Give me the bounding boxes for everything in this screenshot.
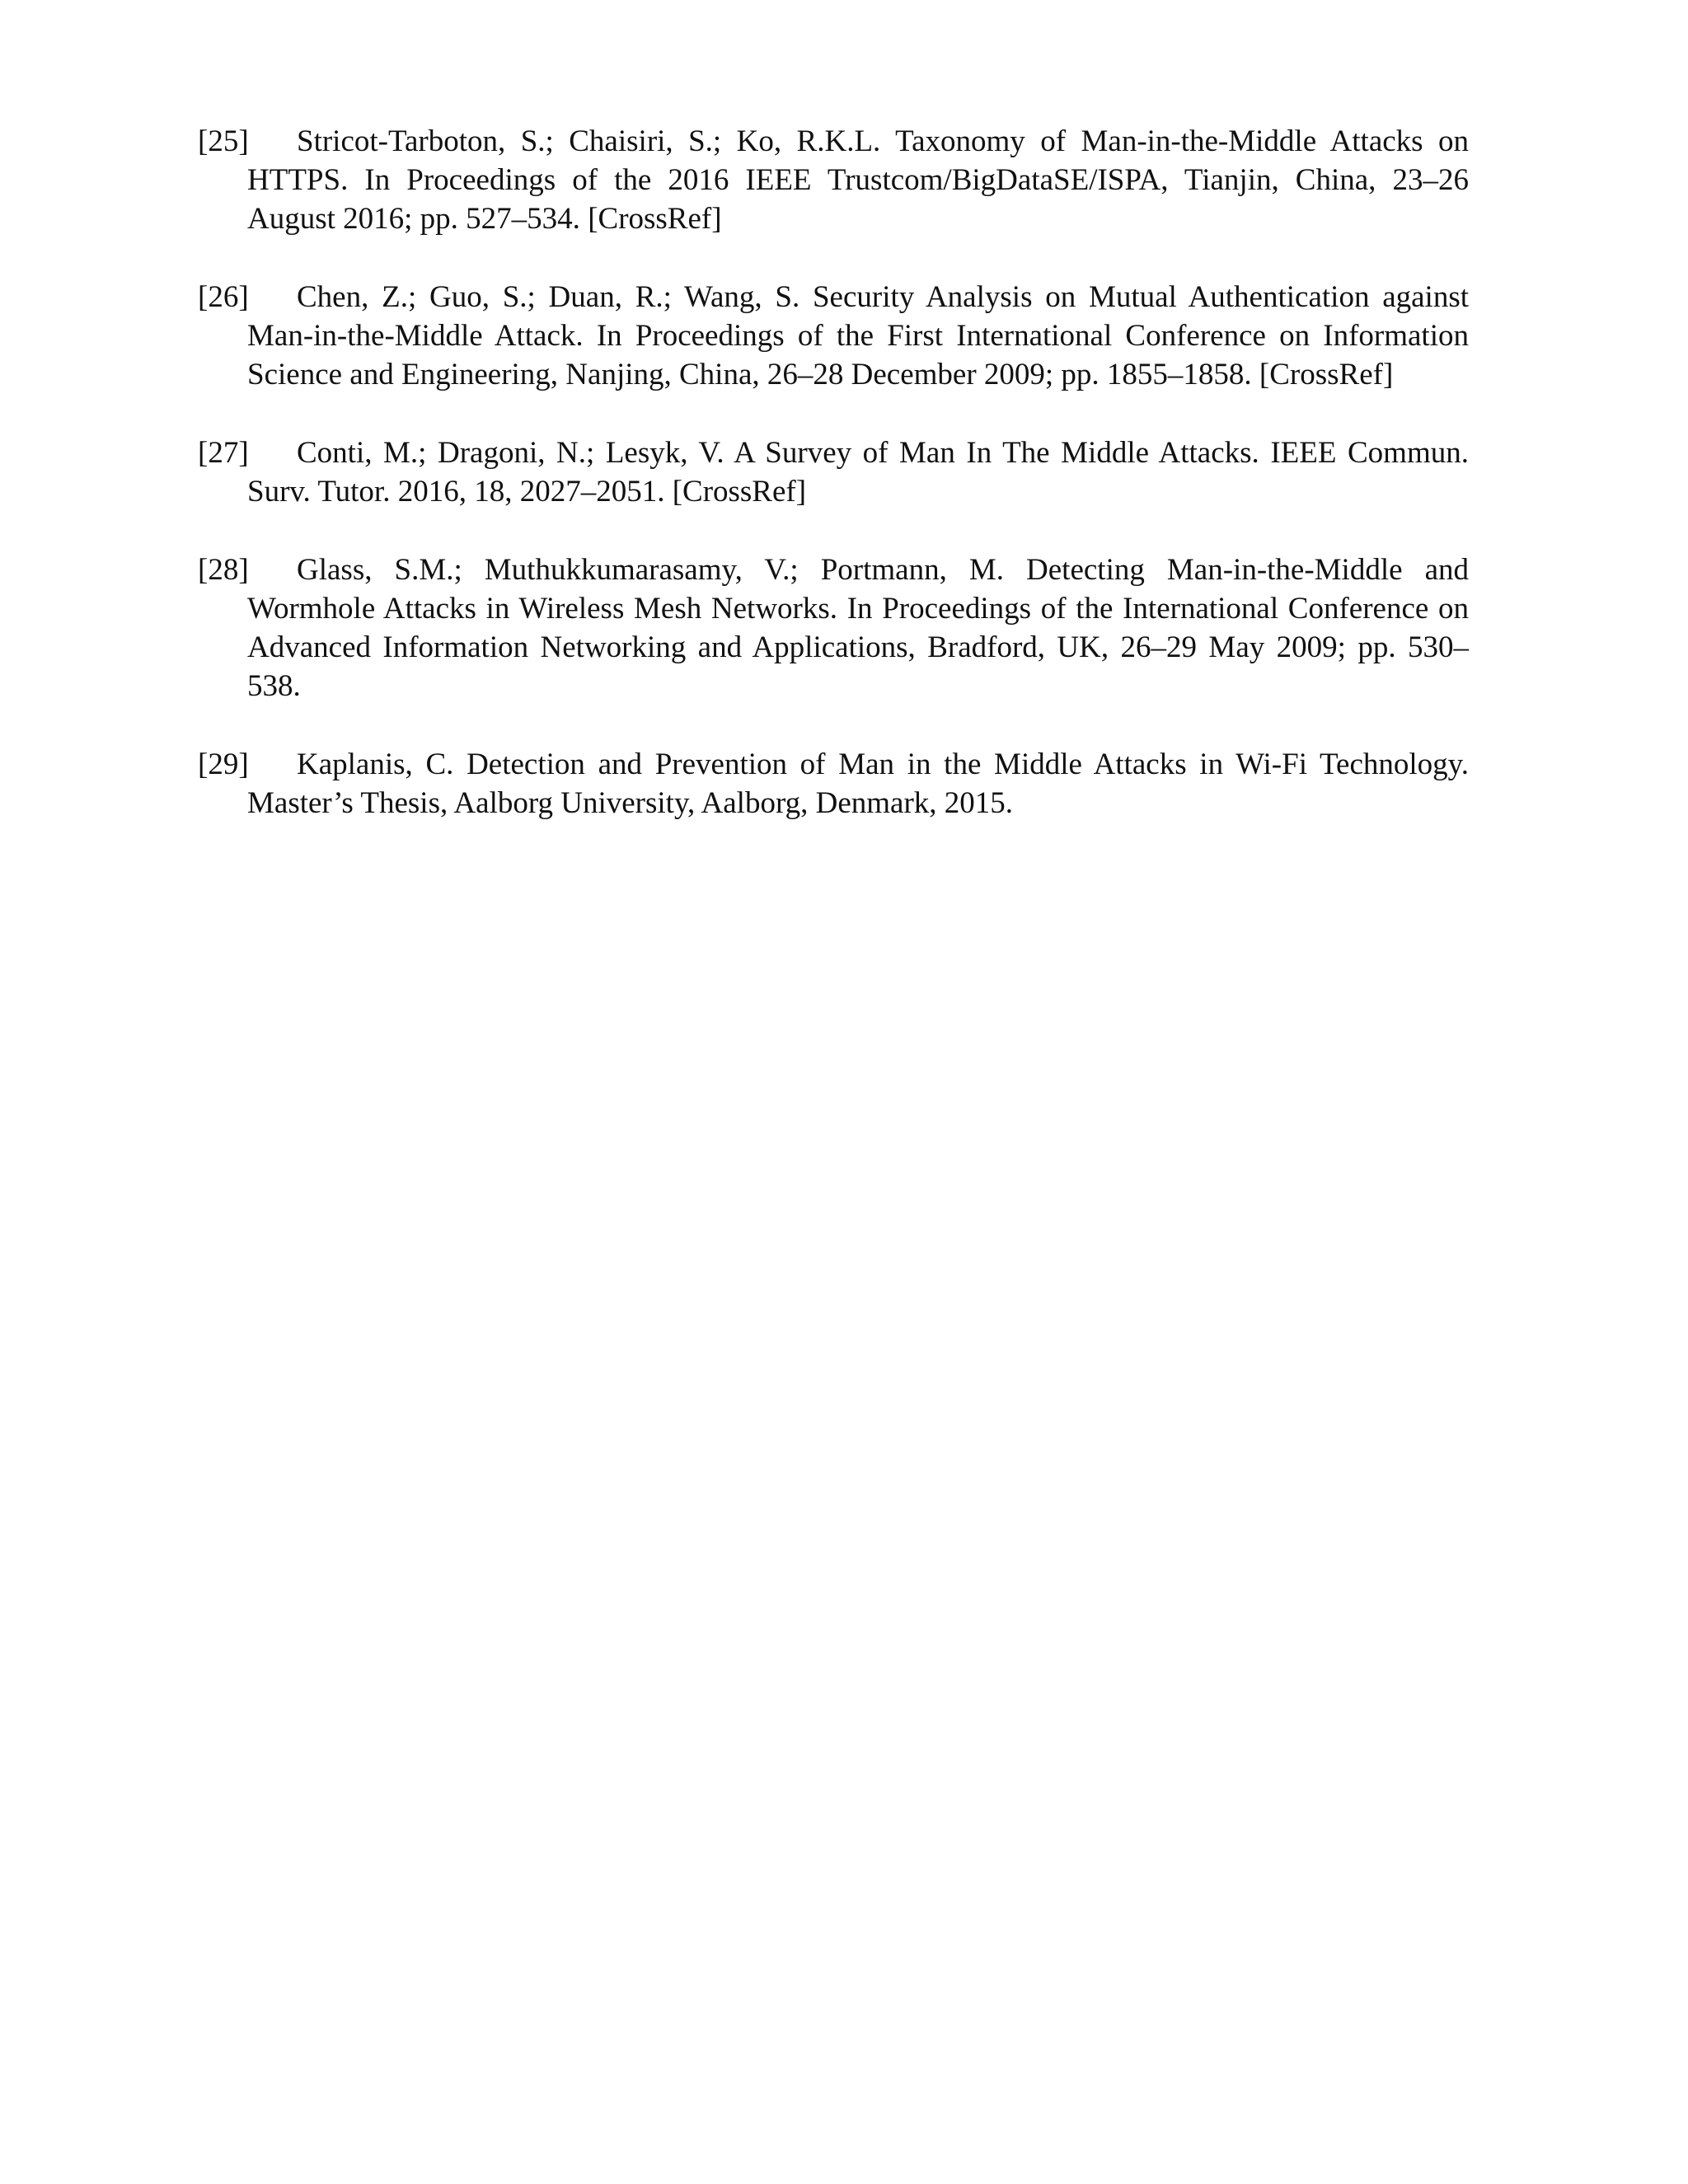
reference-number: [28] [198,553,249,587]
crossref-link[interactable]: [CrossRef] [588,202,722,236]
reference-item [198,434,1469,511]
reference-number: [27] [198,436,249,470]
reference-text: Kaplanis, C. Detection and Prevention of Man in the Middle Attacks in Wi-Fi Technology. Master’s Thesis, Aalborg University, Aalborg, Denmark, 2015. [247,748,1469,820]
reference-text: Conti, M.; Dragoni, N.; Lesyk, V. A Survey of Man In The Middle Attacks. IEEE Commun. Surv. Tutor. 2016, 18, 2027–2051. [247,436,1469,509]
reference-item [198,122,1469,238]
reference-list [198,122,1469,862]
crossref-link[interactable]: [CrossRef] [672,475,807,509]
reference-number: [25] [198,124,249,158]
reference-number: [29] [198,748,249,781]
reference-text: Glass, S.M.; Muthukkumarasamy, V.; Portmann, M. Detecting Man-in-the-Middle and Wormhole Attacks in Wireless Mesh Networks. In Proceedings of the International Conference on Advanced Information Networking and Applications, Bradford, UK, 26–29 May 2009; pp. 530–538. [247,553,1469,703]
reference-text: Chen, Z.; Guo, S.; Duan, R.; Wang, S. Security Analysis on Mutual Authentication against Man-in-the-Middle Attack. In Proceedings of the First International Conference on Information Science and Engineering, Nanjing, China, 26–28 December 2009; pp. 1855–1858. [247,280,1469,391]
reference-text: Stricot-Tarboton, S.; Chaisiri, S.; Ko, R.K.L. Taxonomy of Man-in-the-Middle Attacks on HTTPS. In Proceedings of the 2016 IEEE Trustcom/BigDataSE/ISPA, Tianjin, China, 23–26 August 2016; pp. 527–534. [247,124,1469,236]
reference-number: [26] [198,280,249,314]
reference-item [198,745,1469,823]
reference-item [198,551,1469,705]
crossref-link[interactable]: [CrossRef] [1259,358,1394,391]
reference-item [198,278,1469,394]
